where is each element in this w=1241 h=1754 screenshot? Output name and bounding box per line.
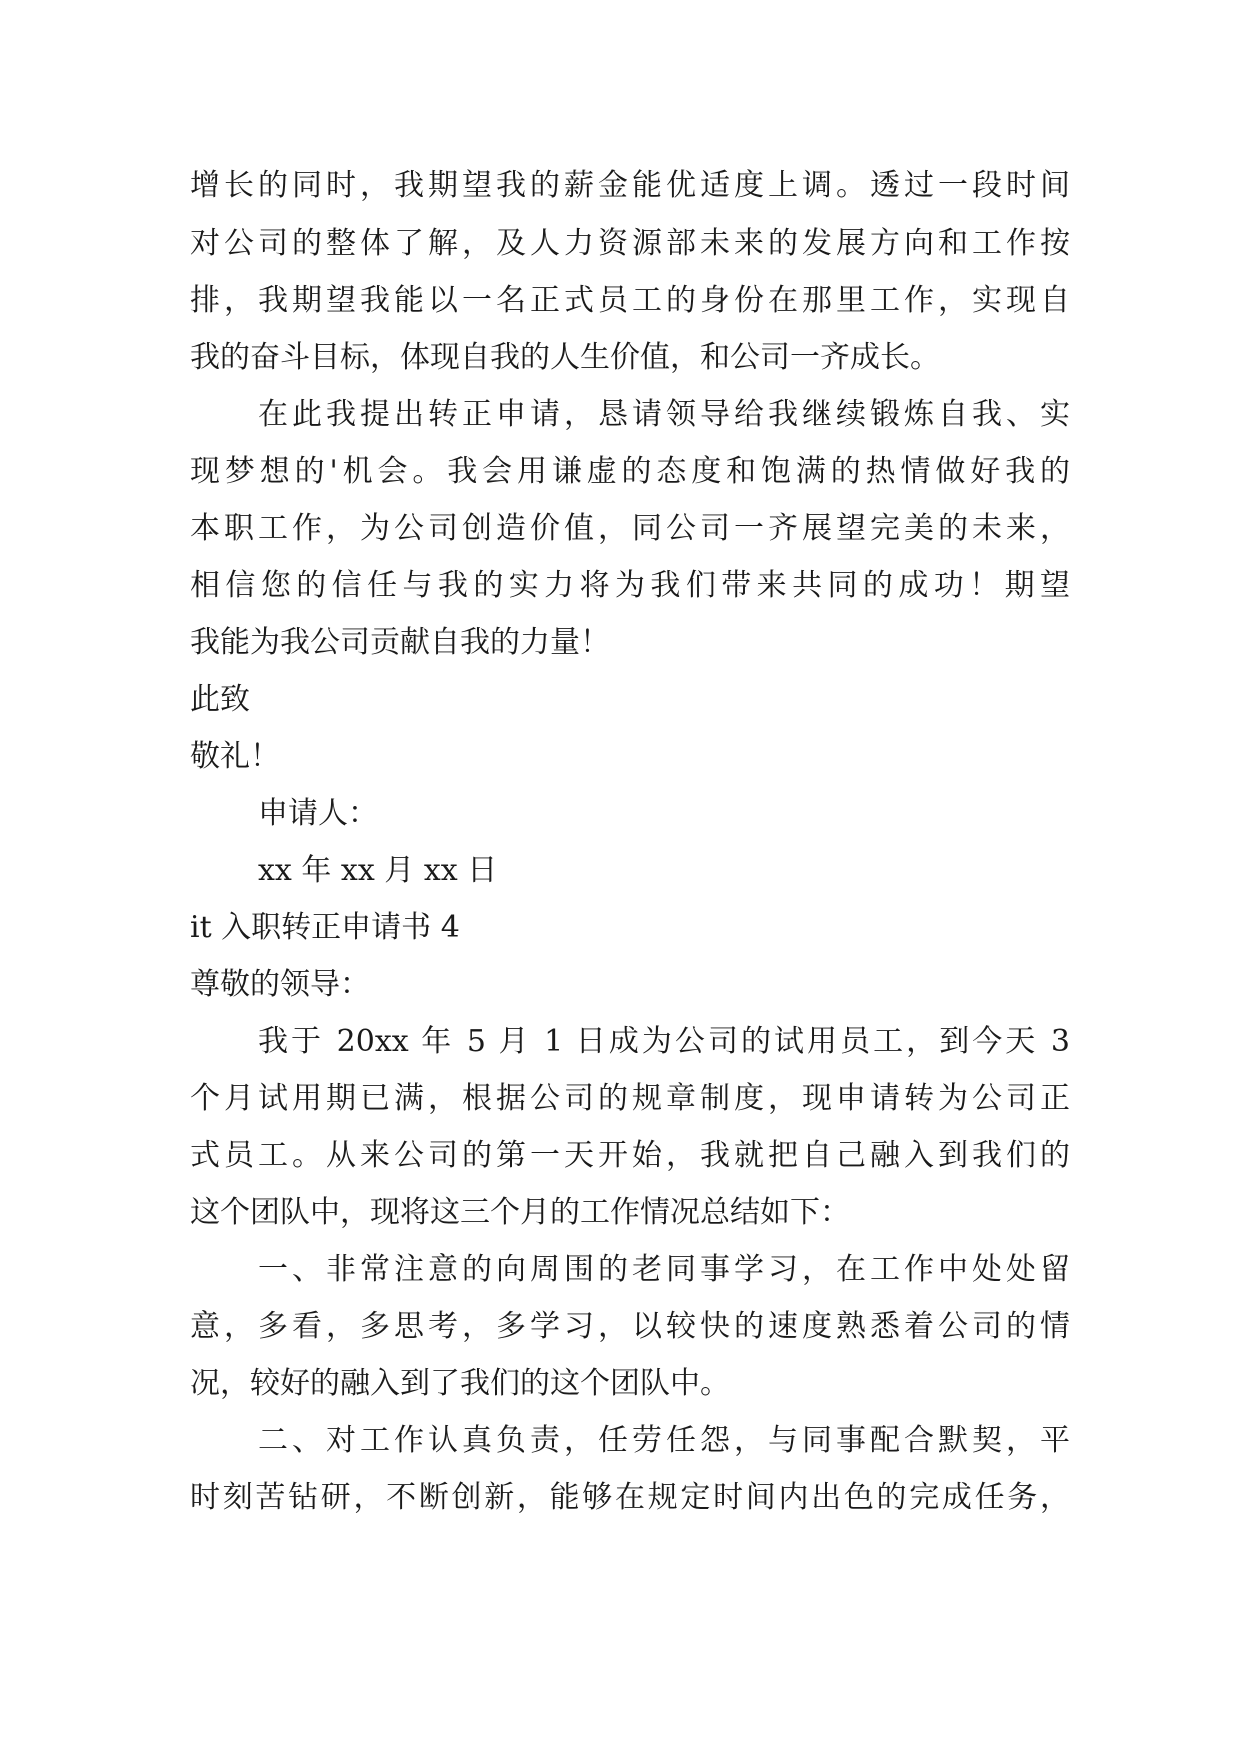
body-line: 我的奋斗目标，体现自我的人生价值，和公司一齐成长。	[190, 340, 940, 375]
body-line: 二、对工作认真负责，任劳任怨，与同事配合默契，平	[258, 1423, 1070, 1458]
body-line: 在此我提出转正申请，恳请领导给我继续锻炼自我、实	[258, 397, 1070, 432]
body-line: 我于 20xx 年 5 月 1 日成为公司的试用员工，到今天 3	[258, 1024, 1070, 1059]
body-line: 意，多看，多思考，多学习，以较快的速度熟悉着公司的情	[190, 1309, 1070, 1344]
salutation-line: 敬礼！	[190, 739, 280, 774]
body-line: 增长的同时，我期望我的薪金能优适度上调。透过一段时间	[190, 168, 1070, 203]
closing-line: 此致	[190, 682, 250, 717]
body-line: 这个团队中，现将这三个月的工作情况总结如下：	[190, 1195, 850, 1230]
body-line: 本职工作，为公司创造价值，同公司一齐展望完美的未来，	[190, 511, 1070, 546]
body-line: 对公司的整体了解，及人力资源部未来的发展方向和工作按	[190, 226, 1070, 261]
body-line: 况，较好的融入到了我们的这个团队中。	[190, 1366, 730, 1401]
date-line: xx 年 xx 月 xx 日	[258, 853, 498, 888]
body-line: 式员工。从来公司的第一天开始，我就把自己融入到我们的	[190, 1138, 1070, 1173]
body-line: 相信您的信任与我的实力将为我们带来共同的成功！期望	[190, 568, 1070, 603]
section-title: it 入职转正申请书 4	[190, 910, 460, 945]
body-line: 一、非常注意的向周围的老同事学习，在工作中处处留	[258, 1252, 1070, 1287]
body-line: 时刻苦钻研，不断创新，能够在规定时间内出色的完成任务，	[190, 1480, 1070, 1515]
body-line: 个月试用期已满，根据公司的规章制度，现申请转为公司正	[190, 1081, 1070, 1116]
greeting-line: 尊敬的领导：	[190, 967, 370, 1002]
body-line: 我能为我公司贡献自我的力量！	[190, 625, 610, 660]
body-line: 现梦想的'机会。我会用谦虚的态度和饱满的热情做好我的	[190, 454, 1070, 489]
applicant-label: 申请人：	[258, 796, 378, 831]
body-line: 排，我期望我能以一名正式员工的身份在那里工作，实现自	[190, 283, 1070, 318]
